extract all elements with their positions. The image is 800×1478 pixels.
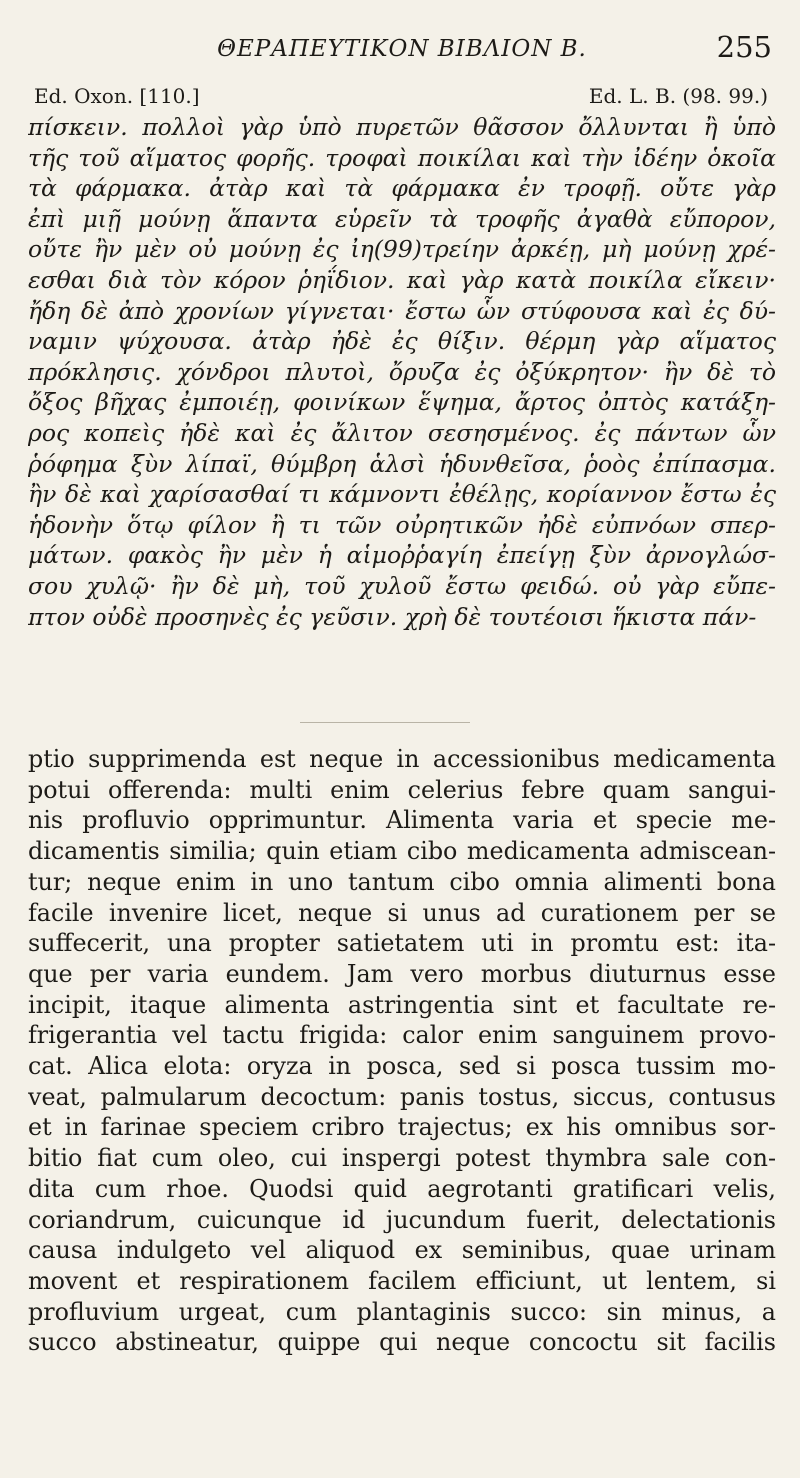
latin-line: frigerantia vel tactu frigida: calor enim sanguinem provo- bbox=[28, 1021, 776, 1050]
greek-line: τὰ φάρμακα. ἀτὰρ καὶ τὰ φάρμακα ἐν τροφῇ. οὔτε γὰρ bbox=[28, 174, 776, 203]
latin-line: profluvium urgeat, cum plantaginis succo: sin minus, a bbox=[28, 1297, 776, 1326]
page-number: 255 bbox=[716, 30, 772, 64]
latin-line: succo abstineatur, quippe qui neque concoctu sit facilis bbox=[28, 1328, 776, 1357]
greek-line: ἡδονὴν ὅτῳ φίλον ἢ τι τῶν οὐρητικῶν ἠδὲ εὐπνόων σπερ- bbox=[28, 510, 776, 539]
greek-line: ναμιν ψύχουσα. ἀτὰρ ἠδὲ ἐς θίξιν. θέρμη γὰρ αἵματος bbox=[28, 327, 776, 356]
latin-text-block bbox=[28, 744, 776, 1358]
latin-line: causa indulgeto vel aliquod ex seminibus, quae urinam bbox=[28, 1236, 776, 1265]
greek-line: τῆς τοῦ αἵματος φορῆς. τροφαὶ ποικίλαι καὶ τὴν ἰδέην ὁκοῖα bbox=[28, 143, 776, 172]
greek-line: εσθαι διὰ τὸν κόρον ῥηΐδιον. καὶ γὰρ κατὰ ποικίλα εἴκειν· bbox=[28, 265, 776, 294]
latin-line: potui offerenda: multi enim celerius febre quam sangui- bbox=[28, 775, 776, 804]
running-title: ΘΕΡΑΠΕΥΤΙΚΟΝ ΒΙΒΛΙΟΝ Β. bbox=[217, 36, 587, 62]
edition-references bbox=[28, 84, 776, 114]
latin-line: veat, palmularum decoctum: panis tostus, siccus, contusus bbox=[28, 1082, 776, 1111]
latin-line: incipit, itaque alimenta astringentia sint et facultate re- bbox=[28, 990, 776, 1019]
latin-line: dita cum rhoe. Quodsi quid aegrotanti gratificari velis, bbox=[28, 1174, 776, 1203]
running-head bbox=[28, 30, 776, 70]
greek-line: ἐπὶ μιῇ μούνῃ ἅπαντα εὑρεῖν τὰ τροφῆς ἀγαθὰ εὔπορον, bbox=[28, 204, 776, 233]
greek-line: πτον οὐδὲ προσηνὲς ἐς γεῦσιν. χρὴ δὲ τουτέοισι ἥκιστα πάν- bbox=[28, 602, 757, 631]
greek-line: ὄξος βῆχας ἐμποιέῃ, φοινίκων ἕψημα, ἄρτος ὀπτὸς κατάξη- bbox=[28, 388, 776, 417]
greek-line: σου χυλῷ· ἢν δὲ μὴ, τοῦ χυλοῦ ἔστω φειδώ. οὐ γὰρ εὔπε- bbox=[28, 571, 776, 600]
latin-line: coriandrum, cuicunque id jucundum fuerit, delectationis bbox=[28, 1205, 776, 1234]
latin-line: bitio fiat cum oleo, cui inspergi potest thymbra sale con- bbox=[28, 1144, 776, 1173]
edition-reference-oxon: Ed. Oxon. [110.] bbox=[34, 84, 200, 108]
greek-line: ρος κοπεὶς ἠδὲ καὶ ἐς ἄλιτον σεσησμένος. ἐς πάντων ὧν bbox=[28, 418, 776, 447]
latin-line: que per varia eundem. Jam vero morbus diuturnus esse bbox=[28, 959, 776, 988]
latin-line: facile invenire licet, neque si unus ad curationem per se bbox=[28, 898, 776, 927]
latin-line: nis profluvio opprimuntur. Alimenta varia et specie me- bbox=[28, 806, 776, 835]
greek-line: μάτων. φακὸς ἢν μὲν ἡ αἱμοῤῥαγίη ἐπείγῃ ξὺν ἀρνογλώσ- bbox=[28, 541, 776, 570]
latin-line: movent et respirationem facilem efficiunt, ut lentem, si bbox=[28, 1266, 776, 1295]
greek-line: οὔτε ἢν μὲν οὐ μούνῃ ἐς ἰη(99)τρείην ἀρκέῃ, μὴ μούνῃ χρέ- bbox=[28, 235, 776, 264]
section-divider bbox=[300, 722, 470, 723]
greek-line: ἢν δὲ καὶ χαρίσασθαί τι κάμνοντι ἐθέλῃς, κορίαννον ἔστω ἐς bbox=[28, 480, 776, 509]
greek-line: ῥόφημα ξὺν λίπαϊ, θύμβρη ἁλσὶ ἡδυνθεῖσα, ῥοὸς ἐπίπασμα. bbox=[28, 449, 776, 478]
edition-reference-lb: Ed. L. B. (98. 99.) bbox=[588, 84, 768, 108]
greek-line: ἤδη δὲ ἀπὸ χρονίων γίγνεται· ἔστω ὧν στύφουσα καὶ ἐς δύ- bbox=[28, 296, 776, 325]
latin-line: tur; neque enim in uno tantum cibo omnia alimenti bona bbox=[28, 867, 776, 896]
latin-line: et in farinae speciem cribro trajectus; ex his omnibus sor- bbox=[28, 1113, 776, 1142]
latin-line: ptio supprimenda est neque in accessionibus medicamenta bbox=[28, 745, 776, 773]
greek-line: πίσκειν. πολλοὶ γὰρ ὑπὸ πυρετῶν θᾶσσον ὄλλυνται ἢ ὑπὸ bbox=[28, 113, 776, 141]
greek-text-block bbox=[28, 112, 776, 632]
greek-line: πρόκλησις. χόνδροι πλυτοὶ, ὄρυζα ἐς ὀξύκρητον· ἢν δὲ τὸ bbox=[28, 357, 776, 386]
latin-line: suffecerit, una propter satietatem uti in promtu est: ita- bbox=[28, 929, 776, 958]
latin-line: dicamentis similia; quin etiam cibo medicamenta admiscean- bbox=[28, 837, 776, 866]
latin-line: cat. Alica elota: oryza in posca, sed si posca tussim mo- bbox=[28, 1052, 776, 1081]
